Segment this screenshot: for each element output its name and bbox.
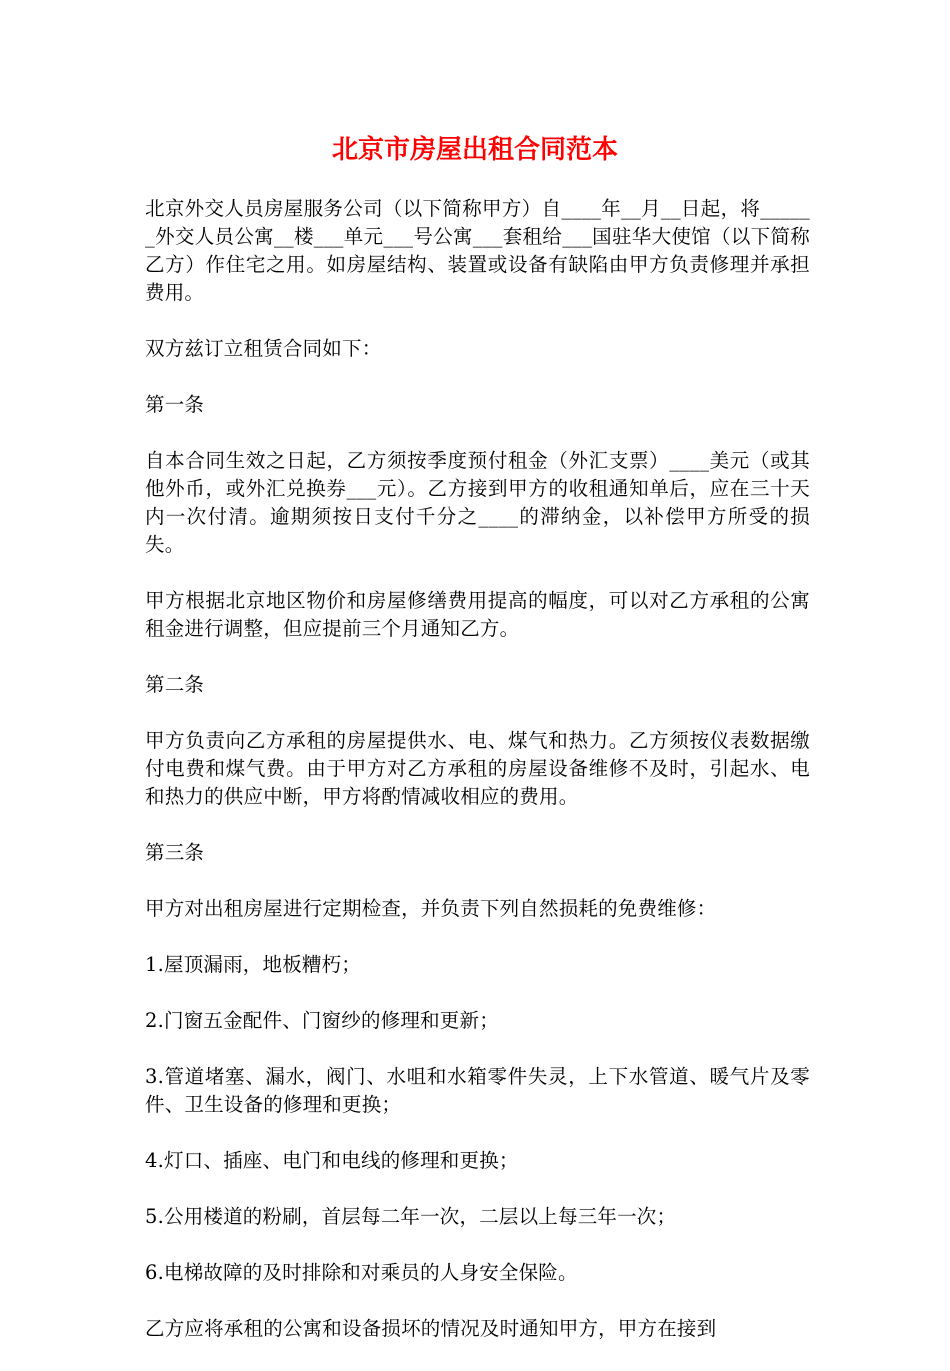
intro-paragraph: 北京外交人员房屋服务公司（以下简称甲方）自____年__月__日起，将______外交人员公寓__楼___单元___号公寓___套租给___国驻华大使馆（以下简称乙方）作住宅之用。如房屋结构、装置或设备有缺陷由甲方负责修理并承担费用。 [145,197,810,304]
article-1-heading: 第一条 [145,393,205,416]
article-2-heading: 第二条 [145,673,205,696]
article-1-paragraph: 自本合同生效之日起，乙方须按季度预付租金（外汇支票）____美元（或其他外币，或外汇兑换券___元）。乙方接到甲方的收租通知单后，应在三十天内一次付清。逾期须按日支付千分之____的滞纳金，以补偿甲方所受的损失。 [145,449,810,556]
list-item: 3.管道堵塞、漏水，阀门、水咀和水箱零件失灵，上下水管道、暖气片及零件、卫生设备的修理和更换； [145,1065,810,1116]
list-item: 2.门窗五金配件、门窗纱的修理和更新； [145,1009,499,1032]
preamble-paragraph: 双方兹订立租赁合同如下： [145,337,382,360]
list-item: 1.屋顶漏雨，地板糟朽； [145,953,362,976]
article-2-paragraph: 甲方负责向乙方承租的房屋提供水、电、煤气和热力。乙方须按仪表数据缴付电费和煤气费。由于甲方对乙方承租的房屋设备维修不及时，引起水、电和热力的供应中断，甲方将酌情减收相应的费用。 [145,729,810,808]
article-3-heading: 第三条 [145,841,205,864]
list-item: 4.灯口、插座、电门和电线的修理和更换； [145,1149,519,1172]
list-item: 6.电梯故障的及时排除和对乘员的人身安全保险。 [145,1261,578,1284]
document-body [145,195,810,1371]
article-1-adjustment-paragraph: 甲方根据北京地区物价和房屋修缮费用提高的幅度，可以对乙方承租的公寓租金进行调整，但应提前三个月通知乙方。 [145,589,810,640]
closing-paragraph: 乙方应将承租的公寓和设备损坏的情况及时通知甲方，甲方在接到 [145,1317,717,1340]
article-3-paragraph: 甲方对出租房屋进行定期检查，并负责下列自然损耗的免费维修： [145,897,717,920]
document-title: 北京市房屋出租合同范本 [331,135,618,165]
list-item: 5.公用楼道的粉刷，首层每二年一次，二层以上每三年一次； [145,1205,677,1228]
